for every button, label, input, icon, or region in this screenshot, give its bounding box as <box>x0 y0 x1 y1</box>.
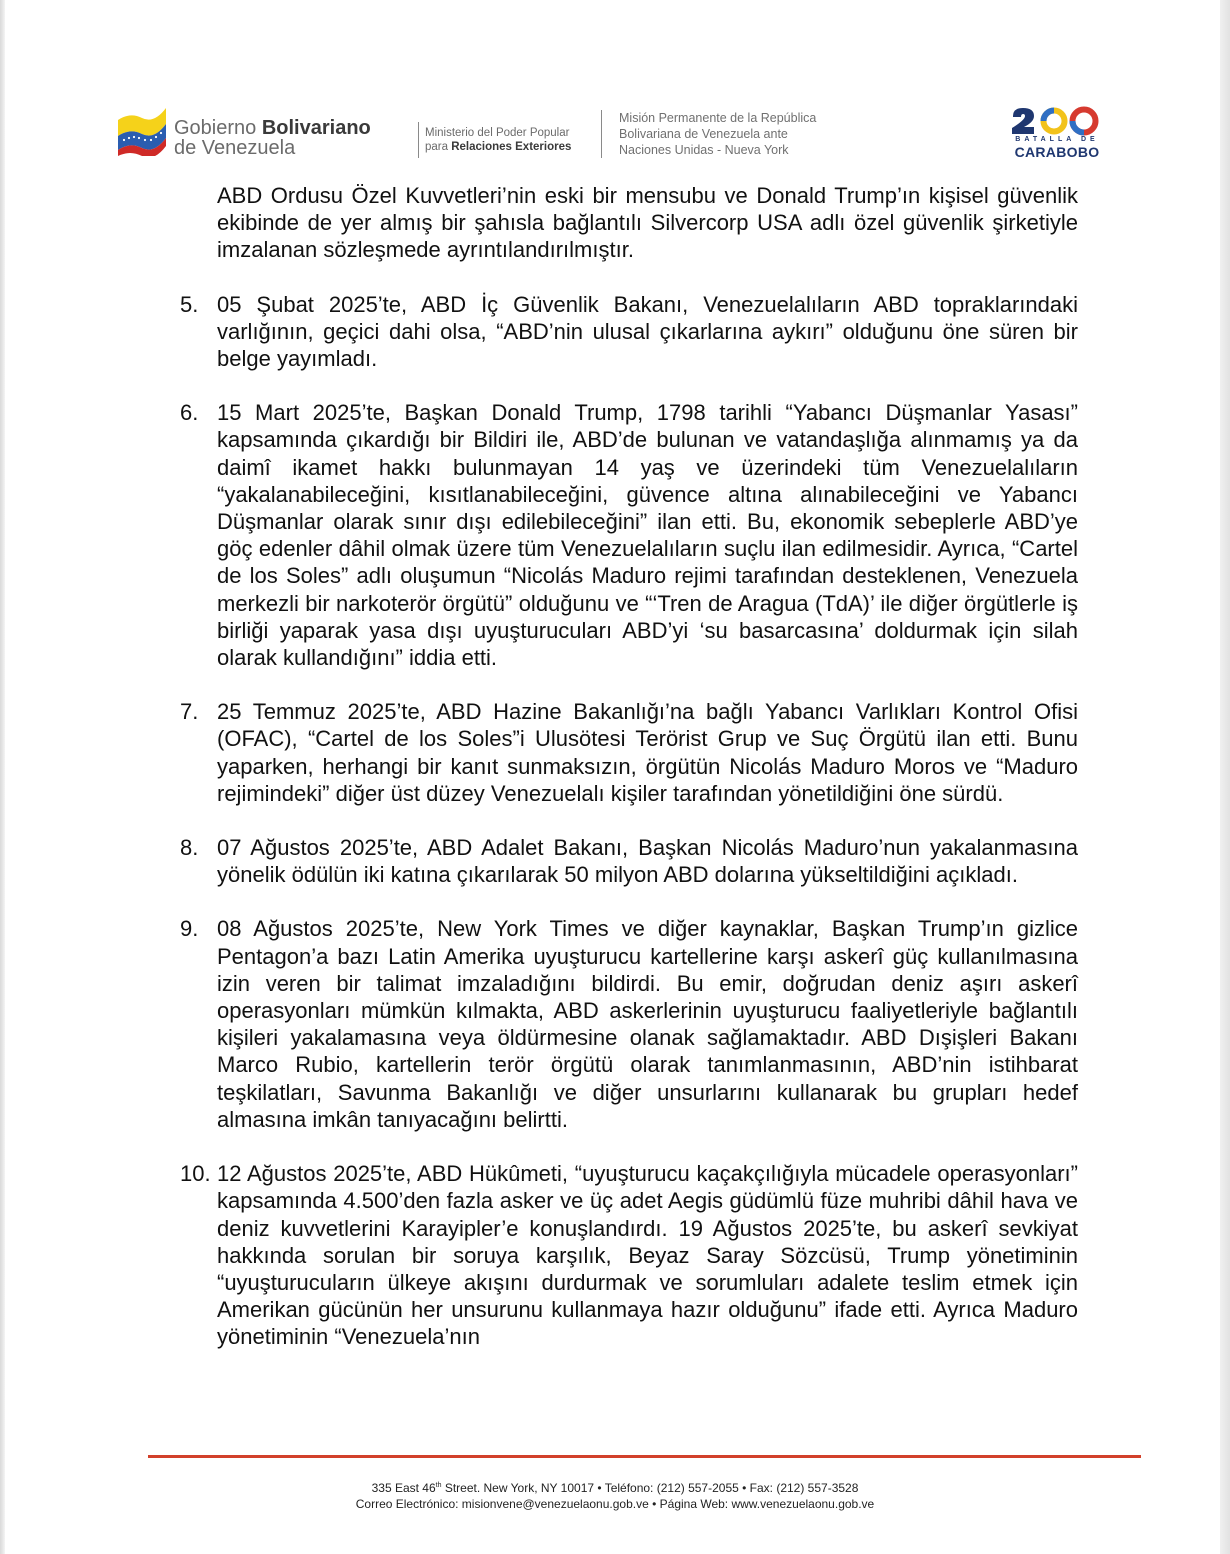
list-item-9 <box>180 915 1078 1133</box>
item-number: 5. <box>180 291 199 317</box>
address-prefix: 335 East 46 <box>371 1481 436 1495</box>
list-item-8 <box>180 834 1078 888</box>
item-number: 6. <box>180 400 199 426</box>
item-number: 9. <box>180 916 199 942</box>
footer-email-web-line: Correo Electrónico: misionvene@venezuelaonu.gob.ve • Página Web: www.venezuelaonu.gob.ve <box>355 1497 875 1511</box>
item-text: 07 Ağustos 2025’te, ABD Adalet Bakanı, Başkan Nicolás Maduro’nun yakalanmasına yönelik ödülün iki katına çıkarılarak 50 milyon ABD dolarına yükseltildiğini açıkladı. <box>217 835 1078 888</box>
item-text: 15 Mart 2025’te, Başkan Donald Trump, 1798 tarihli “Yabancı Düşmanlar Yasası” kapsamında çıkardığı bir Bildiri ile, ABD’de bulunan ve vatandaşlığa alınmamış ya da daimî ikamet hakkı bulunmayan 14 yaş ve üzerindeki tüm Venezuelalıların “yakalanabileceğini, kısıtlanabileceğini, güvence altına alınabileceğini ve Yabancı Düşmanlar olarak sınır dışı edilebileceğini” ilan etti. Bu, ekonomik sebeplerle ABD’ye göç edenler dâhil olmak üzere tüm Venezuelalıların suçlu ilan edilmesidir. Ayrıca, “Cartel de los Soles” adlı oluşumun “Nicolás Maduro rejimi tarafından desteklenen, Venezuela merkezli bir narkoterör örgütü” olduğunu ve “‘Tren de Aragua (TdA)’ ile diğer örgütlerle iş birliği yaparak yasa dışı uyuşturucuları ABD’yi ‘su basarcasına’ doldurmak için silah olarak kullandığını” iddia etti. <box>217 400 1078 671</box>
gobierno-bolivariano-wordmark <box>174 118 371 158</box>
ministerio-text <box>425 126 571 154</box>
continued-paragraph: ABD Ordusu Özel Kuvvetleri’nin eski bir mensubu ve Donald Trump’ın kişisel güvenlik ekibinde de yer almış bir şahısla bağlantılı Silvercorp USA adlı özel güvenlik şirketiyle imzalanan sözleşmede ayrıntılandırılmıştır. <box>217 183 1078 263</box>
list-item-5 <box>180 291 1078 373</box>
mision-line-3: Naciones Unidas - Nueva York <box>619 143 789 157</box>
address-ordinal: th <box>435 1482 442 1489</box>
200-logo-icon <box>1010 106 1104 136</box>
page-edge-left <box>0 0 5 1554</box>
venezuela-flag-icon <box>116 106 168 156</box>
footer-divider <box>148 1455 1141 1458</box>
item-number: 8. <box>180 835 199 861</box>
header-divider <box>418 122 419 158</box>
item-number: 10. <box>180 1161 211 1187</box>
ministerio-line-1: Ministerio del Poder Popular <box>425 127 570 139</box>
mision-line-1: Misión Permanente de la República <box>619 111 817 125</box>
mision-line-2: Bolivariana de Venezuela ante <box>619 127 788 141</box>
document-body <box>180 182 1078 1378</box>
de-venezuela-text: de Venezuela <box>174 137 296 159</box>
page-edge-right <box>1220 0 1230 1554</box>
footer-contact <box>0 1478 1230 1512</box>
gobierno-text: Gobierno <box>174 117 262 139</box>
list-item-6 <box>180 399 1078 671</box>
batalla-de-carabobo-200-logo <box>1010 106 1104 160</box>
item-text: 05 Şubat 2025’te, ABD İç Güvenlik Bakanı, Venezuelalıların ABD topraklarındaki varlığının, geçici dahi olsa, “ABD’nin ulusal çıkarlarına aykırı” olduğunu öne süren bir belge yayımladı. <box>217 291 1078 372</box>
item-text: 25 Temmuz 2025’te, ABD Hazine Bakanlığı’na bağlı Yabancı Varlıkları Kontrol Ofisi (OFAC), “Cartel de los Soles”i Ulusötesi Terörist Grup ve Suç Örgütü ilan etti. Bunu yaparken, herhangi bir kanıt sunmaksızın, örgütün Nicolás Maduro Moros ve “Maduro rejimindeki” diğer üst düzey Venezuelalı kişiler tarafından yönetildiğini öne sürdü. <box>217 699 1078 806</box>
mision-permanente-text <box>619 110 816 158</box>
bolivariano-text: Bolivariano <box>261 117 371 139</box>
batalla-de-text: BATALLA DE <box>1015 136 1099 143</box>
header-divider <box>601 110 602 158</box>
ministerio-line-2-bold: Relaciones Exteriores <box>451 141 572 153</box>
footer-address-line <box>0 1478 1230 1496</box>
carabobo-text: CARABOBO <box>1014 144 1100 160</box>
item-text: 12 Ağustos 2025’te, ABD Hükûmeti, “uyuşturucu kaçakçılığıyla mücadele operasyonları” kapsamında 4.500’den fazla asker ve üç adet Aegis güdümlü füze muhribi dâhil hava ve deniz kuvvetlerini Karayipler’e konuşlandırdı. 19 Ağustos 2025’te, bu askerî sevkiyat hakkında sorulan bir soruya karşılık, Beyaz Saray Sözcüsü, Trump yönetiminin “uyuşturucuların ülkeye akışını durdurmak ve sorumluları adalete teslim etmek için Amerikan gücünün her unsurunu kullanmaya hazır olduğunu” ifade etti. Ayrıca Maduro yönetiminin “Venezuela’nın <box>217 1161 1078 1350</box>
list-item-7 <box>180 698 1078 807</box>
list-item-10 <box>180 1160 1078 1350</box>
letterhead <box>114 100 1104 166</box>
ministerio-line-2-prefix: para <box>425 141 452 153</box>
address-suffix: Street. New York, NY 10017 • Teléfono: (212) 557-2055 • Fax: (212) 557-3528 <box>441 1481 859 1495</box>
item-number: 7. <box>180 699 199 725</box>
item-text: 08 Ağustos 2025’te, New York Times ve diğer kaynaklar, Başkan Trump’ın gizlice Pentagon’a bazı Latin Amerika uyuşturucu kartellerine karşı askerî güç kullanılmasına izin veren bir talimat imzaladığını bildirdi. Bu emir, doğrudan deniz aşırı askerî operasyonları mümkün kılmakta, ABD askerlerinin uyuşturucu faaliyetleriyle bağlantılı kişileri yakalamasına veya öldürmesine olanak sağlamaktadır. ABD Dışişleri Bakanı Marco Rubio, kartellerin terör örgütü olarak tanımlanmasının, ABD’nin istihbarat teşkilatları, Savunma Bakanlığı ve diğer unsurlarını kullanarak bu grupları hedef almasına imkân tanıyacağını belirtti. <box>217 916 1078 1132</box>
